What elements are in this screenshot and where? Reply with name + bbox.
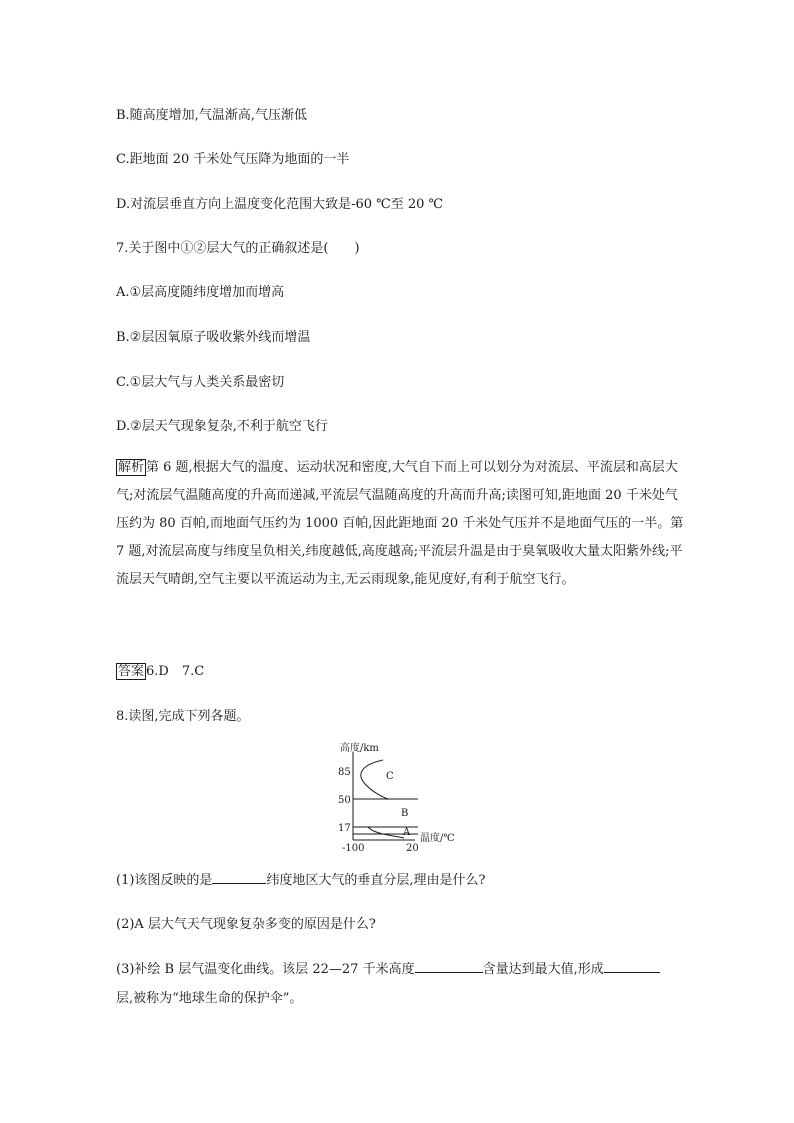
layer-c-curve — [361, 760, 388, 799]
layer-a-label: A — [403, 827, 411, 838]
q8-sub2: (2)A 层大气天气现象复杂多变的原因是什么? — [116, 917, 376, 932]
q8-sub3-mid: 含量达到最大值,形成 — [482, 962, 604, 977]
layer-b-label: B — [401, 808, 409, 819]
x-tick-20: 20 — [406, 843, 419, 853]
q8-sub1 — [116, 869, 486, 888]
q8-sub3-line2: 层,被称为“地球生命的保护伞”。 — [116, 991, 303, 1006]
q7-option-d: D.②层天气现象复杂,不利于航空飞行 — [116, 419, 328, 434]
answer-line — [116, 660, 204, 679]
q8-sub1-pre: (1)该图反映的是 — [116, 873, 213, 888]
atmosphere-layer-chart — [330, 738, 490, 853]
layer-a-curve — [368, 827, 404, 838]
q8-sub1-post: 纬度地区大气的垂直分层,理由是什么? — [266, 873, 486, 888]
layer-c-label: C — [386, 771, 394, 782]
x-axis-label: 温度/℃ — [420, 833, 455, 844]
y-tick-50: 50 — [338, 795, 351, 806]
q7-option-a: A.①层高度随纬度增加而增高 — [116, 285, 285, 300]
q7-option-b: B.②层因氧原子吸收紫外线而增温 — [116, 330, 311, 345]
q8-sub3 — [116, 958, 660, 977]
analysis-label: 解析 — [118, 460, 145, 475]
y-tick-85: 85 — [338, 767, 351, 778]
x-tick-neg100: -100 — [342, 843, 365, 853]
answer-text: 6.D 7.C — [146, 664, 205, 679]
q7-option-c: C.①层大气与人类关系最密切 — [116, 375, 285, 390]
q6-option-d: D.对流层垂直方向上温度变化范围大致是-60 ℃至 20 ℃ — [116, 197, 444, 212]
analysis-paragraph — [116, 454, 686, 594]
analysis-text: 第 6 题,根据大气的温度、运动状况和密度,大气自下而上可以划分为对流层、平流层和高层大气;对流层气温随高度的升高而递减,平流层气温随高度的升高而升高;读图可知,距地面 20 千米处气压约为 80 百帕,而地面气压约为 1000 百帕,因此距地面 20 千米处气压并不是地面气压的一半。第 7 题,对流层高度与纬度呈负相关,纬度越低,高度越高;平流层升温是由于臭氧吸收大量太阳紫外线;平流层天气晴朗,空气主要以平流运动为主,无云雨现象,能见度好,有利于航空飞行。 — [116, 460, 684, 587]
answer-blank-3[interactable] — [604, 958, 660, 973]
y-axis-label: 高度/km — [340, 743, 379, 754]
answer-label: 答案 — [118, 664, 145, 679]
y-tick-17: 17 — [338, 823, 351, 834]
q6-option-c: C.距地面 20 千米处气压降为地面的一半 — [116, 152, 350, 167]
q7-stem: 7.关于图中①②层大气的正确叙述是( ) — [116, 241, 360, 256]
q8-sub3-pre: (3)补绘 B 层气温变化曲线。该层 22—27 千米高度 — [116, 962, 415, 977]
answer-blank-1[interactable] — [212, 869, 266, 884]
q8-stem: 8.读图,完成下列各题。 — [116, 709, 250, 724]
answer-blank-2[interactable] — [415, 958, 483, 973]
q6-option-b: B.随高度增加,气温渐高,气压渐低 — [116, 108, 307, 123]
